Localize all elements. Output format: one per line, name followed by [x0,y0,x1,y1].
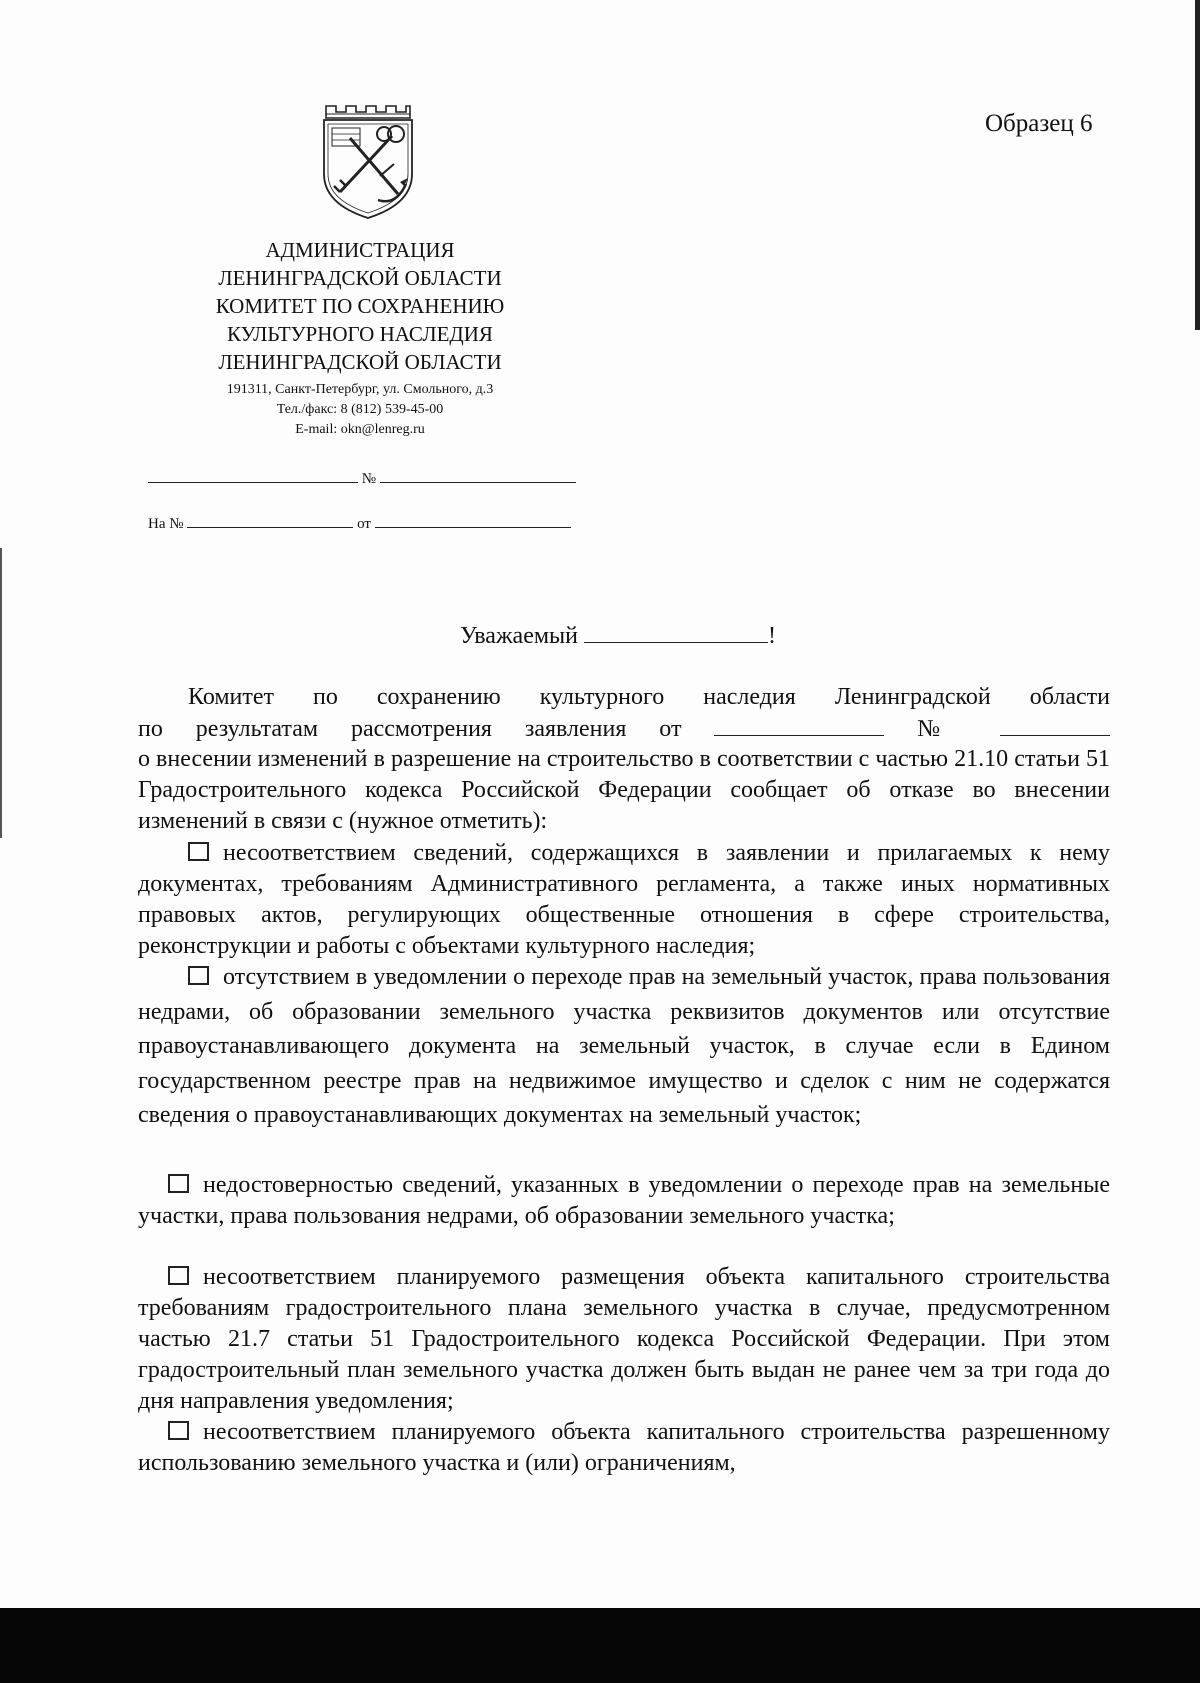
intro-line-2-text: по результатам рассмотрения заявления от [138,716,682,742]
application-number-sign: № [917,716,968,742]
reason-item-4 [138,1262,1110,1417]
org-line: АДМИНИСТРАЦИЯ [265,238,455,262]
reason-text-2: отсутствием в уведомлении о переходе прав на земельный участок, права пользования недрами, об образовании земельного участка реквизитов документов или отсутствие правоустанавливающего документа на земельный участок, в случае если в Едином государственном реестре прав на недвижимое имущество и сделок с ним не содержатся сведения о правоустанавливающих документах на земельный участок; [138,964,1110,1128]
greeting [460,620,776,650]
reason-text-4: несоответствием планируемого размещения объекта капитального строительства требованиям градостроительного плана земельного участка в случае, предусмотренном частью 21.7 статьи 51 Градостроительного кодекса Российской Федерации. При этом градостроительный план земельного участка должен быть выдан не ранее чем за три года до дня направления уведомления; [138,1264,1110,1414]
scan-bottom-margin [0,1608,1200,1683]
org-line: ЛЕНИНГРАДСКОЙ ОБЛАСТИ [218,350,502,374]
org-line: КУЛЬТУРНОГО НАСЛЕДИЯ [227,322,493,346]
reason-checkbox-4[interactable] [168,1266,189,1285]
application-date-blank [714,713,884,736]
reason-text-1: несоответствием сведений, содержащихся в заявлении и прилагаемых к нему документах, требованиям Административного регламента, а также иных нормативных правовых актов, регулирующих общественные отношения в сфере строительства, реконструкции и работы с объектами культурного наследия; [138,840,1110,959]
incoming-reference [148,513,571,533]
reason-item-1 [138,838,1110,962]
org-line: КОМИТЕТ ПО СОХРАНЕНИЮ [215,294,505,318]
addressee-blank [584,620,768,643]
reason-checkbox-2[interactable] [188,966,209,985]
outgoing-number-blank [380,468,576,483]
scan-edge-left [0,548,2,838]
intro-paragraph: о внесении изменений в разрешение на строительство в соответствии с частью 21.10 статьи 51 Градостроительного кодекса Российской Федерации сообщает об отказе во внесении изменений в связи с (нужное отметить): [138,746,1110,834]
outgoing-date-blank [148,468,358,483]
reason-item-2 [138,960,1110,1133]
reason-item-3 [138,1170,1110,1232]
application-number-blank [1000,713,1110,736]
outgoing-reference [148,468,576,488]
reason-checkbox-5[interactable] [168,1421,189,1440]
number-sign: № [361,471,377,487]
intro-line-1: Комитет по сохранению культурного наследия Ленинградской области [188,684,1110,710]
reason-text-5: несоответствием планируемого объекта капитального строительства разрешенному использованию земельного участка и (или) ограничениям, [138,1419,1110,1476]
org-phone: Тел./факс: 8 (812) 539-45-00 [276,402,444,417]
scan-edge-right [1195,0,1200,330]
org-email: E-mail: okn@lenreg.ru [295,422,425,437]
greeting-text: Уважаемый [460,623,578,649]
reason-item-5 [138,1417,1110,1479]
reason-text-3: недостоверностью сведений, указанных в уведомлении о переходе прав на земельные участки, права пользования недрами, об образовании земельного участка; [138,1172,1110,1229]
greeting-exclamation: ! [768,623,776,649]
incoming-number-blank [187,513,353,528]
reason-checkbox-1[interactable] [188,842,209,861]
coat-of-arms-icon [318,104,418,220]
org-line: ЛЕНИНГРАДСКОЙ ОБЛАСТИ [218,266,502,290]
org-address: 191311, Санкт-Петербург, ул. Смольного, д.3 [226,382,494,397]
organization-block [160,236,560,440]
reason-checkbox-3[interactable] [168,1174,189,1193]
sample-label: Образец 6 [985,110,1093,137]
incoming-date-blank [375,513,571,528]
intro-line-2 [138,713,1110,745]
from-label: от [357,516,371,532]
in-reply-label: На № [148,516,184,532]
